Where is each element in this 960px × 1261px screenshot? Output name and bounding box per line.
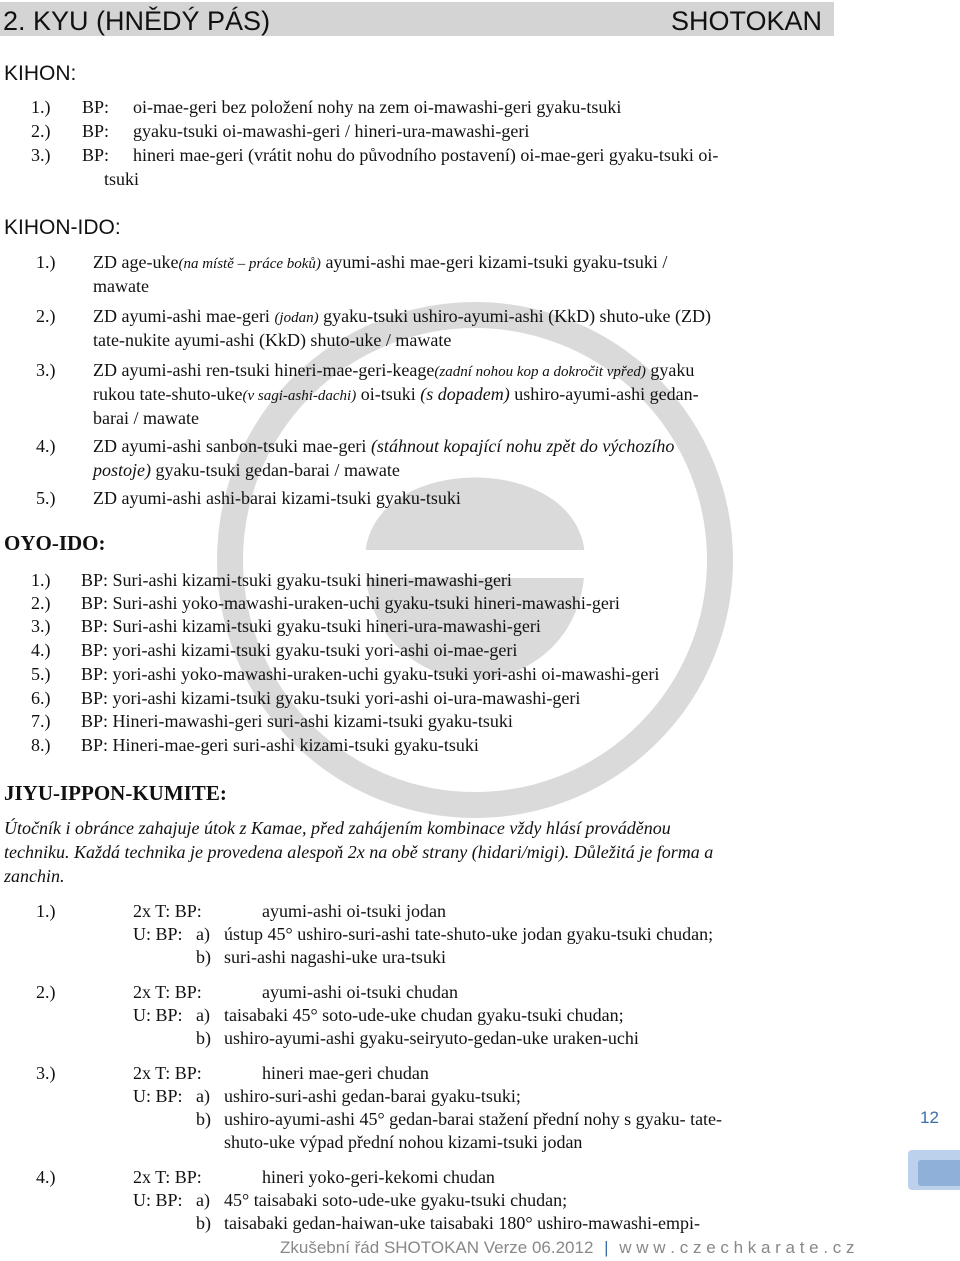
kihon-ido-num: 4.) — [36, 436, 56, 456]
page-number: 12 — [920, 1108, 939, 1127]
defender-label: U: BP: — [133, 1190, 183, 1210]
jiyu-heading: JIYU-IPPON-KUMITE: — [4, 781, 227, 805]
kihon-item-text-cont: tsuki — [104, 169, 140, 189]
defense-b: taisabaki gedan-haiwan-uke taisabaki 180° ushiro-mawashi-empi- — [224, 1213, 701, 1233]
defender-label: U: BP: — [133, 1086, 183, 1106]
defense-b: ushiro-ayumi-ashi 45° gedan-barai stažení přední nohy s gyaku- tate- — [224, 1109, 723, 1129]
defender-label: U: BP: — [133, 1005, 183, 1025]
kihon-item-text: gyaku-tsuki oi-mawashi-geri / hineri-ura-mawashi-geri — [133, 121, 530, 141]
kihon-ido-item-3-cont: rukou tate-shuto-uke(v sagi-ashi-dachi) oi-tsuki (s dopadem) ushiro-ayumi-ashi gedan- — [93, 384, 699, 404]
option-a-label: a) — [196, 924, 210, 944]
option-a-label: a) — [196, 1086, 210, 1106]
kihon-ido-item-2-cont: tate-nukite ayumi-ashi (KkD) shuto-uke / mawate — [93, 330, 452, 350]
kihon-item-label: BP: — [82, 121, 110, 141]
attacker-label: 2x T: BP: — [133, 901, 202, 921]
style-label: SHOTOKAN — [670, 6, 822, 36]
attack-technique: ayumi-ashi oi-tsuki chudan — [262, 982, 458, 1002]
option-b-label: b) — [196, 1028, 211, 1048]
oyo-ido-text: BP: Hineri-mawashi-geri suri-ashi kizami-tsuki gyaku-tsuki — [81, 711, 513, 731]
oyo-ido-heading: OYO-IDO: — [4, 531, 106, 555]
oyo-ido-num: 3.) — [31, 616, 51, 636]
exercise-num: 4.) — [36, 1167, 56, 1187]
kihon-item-num: 3.) — [31, 145, 51, 165]
oyo-ido-num: 5.) — [31, 664, 51, 684]
oyo-ido-text: BP: Suri-ashi yoko-mawashi-uraken-uchi gyaku-tsuki hineri-mawashi-geri — [81, 593, 620, 613]
oyo-ido-num: 6.) — [31, 688, 51, 708]
kihon-ido-num: 1.) — [36, 252, 56, 272]
defense-a: 45° taisabaki soto-ude-uke gyaku-tsuki chudan; — [224, 1190, 568, 1210]
kihon-ido-item-3-cont2: barai / mawate — [93, 408, 199, 428]
attacker-label: 2x T: BP: — [133, 1063, 202, 1083]
kihon-ido-heading: KIHON-IDO: — [4, 216, 121, 239]
oyo-ido-num: 2.) — [31, 593, 51, 613]
kihon-item-text: oi-mae-geri bez položení nohy na zem oi-mawashi-geri gyaku-tsuki — [133, 97, 622, 117]
attack-technique: hineri mae-geri chudan — [262, 1063, 429, 1083]
kihon-ido-item-2: ZD ayumi-ashi mae-geri (jodan) gyaku-tsuki ushiro-ayumi-ashi (KkD) shuto-uke (ZD) — [93, 306, 712, 326]
page-tab-decoration-inner — [918, 1160, 960, 1186]
attack-technique: hineri yoko-geri-kekomi chudan — [262, 1167, 495, 1187]
defense-b: suri-ashi nagashi-uke ura-tsuki — [224, 947, 446, 967]
kihon-ido-item-5: ZD ayumi-ashi ashi-barai kizami-tsuki gyaku-tsuki — [93, 488, 461, 508]
kihon-item-num: 1.) — [31, 97, 51, 117]
attacker-label: 2x T: BP: — [133, 982, 202, 1002]
kihon-ido-item-1: ZD age-uke(na místě – práce boků) ayumi-ashi mae-geri kizami-tsuki gyaku-tsuki / — [93, 252, 668, 272]
footer-url: w w w . c z e c h k a r a t e . c z — [619, 1238, 855, 1257]
exercise-num: 3.) — [36, 1063, 56, 1083]
kihon-item-label: BP: — [82, 97, 110, 117]
jiyu-intro-line-3: zanchin. — [4, 866, 65, 886]
kihon-ido-num: 3.) — [36, 360, 56, 380]
kihon-item-num: 2.) — [31, 121, 51, 141]
exercise-num: 1.) — [36, 901, 56, 921]
page-header — [0, 2, 834, 36]
kihon-ido-item-4: ZD ayumi-ashi sanbon-tsuki mae-geri (stáhnout kopající nohu zpět do výchozího — [93, 436, 675, 456]
footer-text: Zkušební řád SHOTOKAN Verze 06.2012 — [280, 1238, 594, 1257]
oyo-ido-text: BP: yori-ashi yoko-mawashi-uraken-uchi gyaku-tsuki yori-ashi oi-mawashi-geri — [81, 664, 660, 684]
option-b-label: b) — [196, 1109, 211, 1129]
defense-a: ústup 45° ushiro-suri-ashi tate-shuto-uke jodan gyaku-tsuki chudan; — [224, 924, 714, 944]
defense-b: ushiro-ayumi-ashi gyaku-seiryuto-gedan-uke uraken-uchi — [224, 1028, 639, 1048]
defender-label: U: BP: — [133, 924, 183, 944]
kihon-ido-item-3: ZD ayumi-ashi ren-tsuki hineri-mae-geri-keage(zadní nohou kop a dokročit vpřed) gyaku — [93, 360, 695, 380]
kihon-item-label: BP: — [82, 145, 110, 165]
oyo-ido-num: 8.) — [31, 735, 51, 755]
oyo-ido-text: BP: yori-ashi kizami-tsuki gyaku-tsuki yori-ashi oi-mae-geri — [81, 640, 518, 660]
oyo-ido-num: 7.) — [31, 711, 51, 731]
footer-separator: | — [604, 1238, 609, 1257]
defense-a: ushiro-suri-ashi gedan-barai gyaku-tsuki; — [224, 1086, 521, 1106]
oyo-ido-text: BP: Suri-ashi kizami-tsuki gyaku-tsuki hineri-mawashi-geri — [81, 570, 512, 590]
kihon-item-text: hineri mae-geri (vrátit nohu do původního postavení) oi-mae-geri gyaku-tsuki oi- — [133, 145, 719, 165]
kihon-ido-num: 5.) — [36, 488, 56, 508]
option-a-label: a) — [196, 1005, 210, 1025]
oyo-ido-num: 1.) — [31, 570, 51, 590]
defense-b-cont: shuto-uke výpad přední nohou kizami-tsuki jodan — [224, 1132, 583, 1152]
kihon-ido-item-4-cont: postoje) gyaku-tsuki gedan-barai / mawate — [93, 460, 400, 480]
jiyu-intro-line-1: Útočník i obránce zahajuje útok z Kamae, před zahájením kombinace vždy hlásí prováděnou — [4, 818, 671, 838]
oyo-ido-text: BP: Suri-ashi kizami-tsuki gyaku-tsuki hineri-ura-mawashi-geri — [81, 616, 541, 636]
kihon-ido-num: 2.) — [36, 306, 56, 326]
page-title: 2. KYU (HNĚDÝ PÁS) — [3, 6, 271, 36]
option-a-label: a) — [196, 1190, 210, 1210]
option-b-label: b) — [196, 1213, 211, 1233]
jiyu-intro-line-2: techniku. Každá technika je provedena alespoň 2x na obě strany (hidari/migi). Důležitá je forma a — [4, 842, 714, 862]
oyo-ido-num: 4.) — [31, 640, 51, 660]
footer — [280, 1238, 855, 1258]
oyo-ido-text: BP: Hineri-mae-geri suri-ashi kizami-tsuki gyaku-tsuki — [81, 735, 479, 755]
option-b-label: b) — [196, 947, 211, 967]
attack-technique: ayumi-ashi oi-tsuki jodan — [262, 901, 446, 921]
defense-a: taisabaki 45° soto-ude-uke chudan gyaku-tsuki chudan; — [224, 1005, 624, 1025]
kihon-heading: KIHON: — [4, 62, 77, 85]
kihon-ido-item-1-cont: mawate — [93, 276, 149, 296]
oyo-ido-text: BP: yori-ashi kizami-tsuki gyaku-tsuki yori-ashi oi-ura-mawashi-geri — [81, 688, 581, 708]
exercise-num: 2.) — [36, 982, 56, 1002]
attacker-label: 2x T: BP: — [133, 1167, 202, 1187]
